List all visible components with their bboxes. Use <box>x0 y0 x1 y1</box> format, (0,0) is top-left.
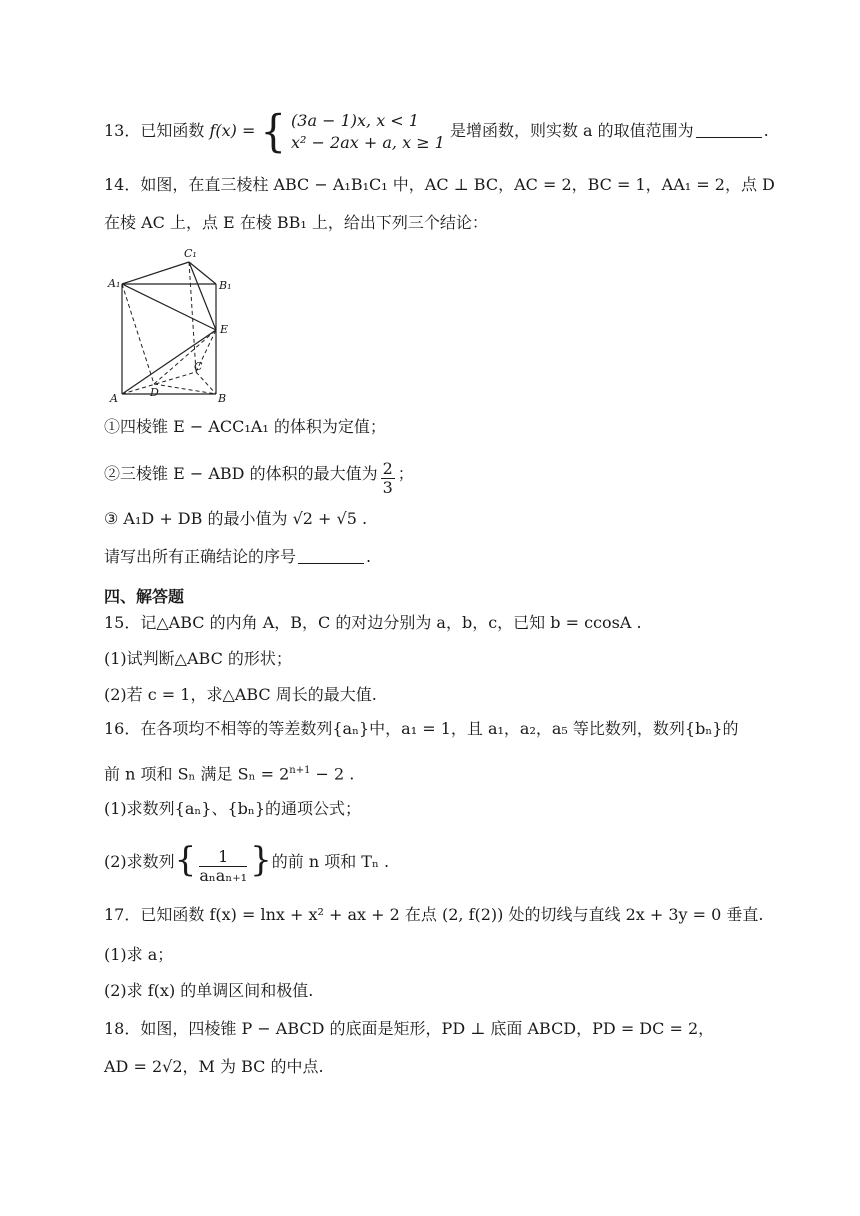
q16-part-2 <box>104 836 389 884</box>
edge-cb <box>196 372 216 394</box>
q15-part-2: (2)若 c = 1，求△ABC 周长的最大值. <box>104 685 377 704</box>
q14-s2-numerator: 2 <box>382 459 393 478</box>
q16-line-2-end: − 2 . <box>310 764 355 784</box>
prism-figure <box>104 244 244 404</box>
q14-s2-text: ②三棱锥 E − ABD 的体积的最大值为 <box>104 464 378 483</box>
q13-prefix: 13．已知函数 <box>104 121 205 140</box>
q14-statement-2 <box>104 452 414 496</box>
q16-numerator: 1 <box>199 848 247 867</box>
question-13 <box>104 106 769 156</box>
label-b1: B₁ <box>219 279 232 292</box>
q18-line-1: 18．如图，四棱锥 P − ABCD 的底面是矩形，PD ⊥ 底面 ABCD，PD = DC = 2， <box>104 1019 715 1038</box>
q14-s2-fraction <box>381 460 395 497</box>
label-a: A <box>110 392 118 404</box>
q14-ask: 请写出所有正确结论的序号 <box>104 547 297 566</box>
label-b: B <box>218 392 227 404</box>
q13-end: . <box>763 121 769 140</box>
q13-cases <box>291 110 445 154</box>
q16-denominator: aₙaₙ₊₁ <box>199 866 248 885</box>
edge-ac <box>122 372 196 394</box>
edge-db <box>154 384 216 394</box>
q14-line-1: 14．如图，在直三棱柱 ABC − A₁B₁C₁ 中，AC ⊥ BC，AC = 2，BC = 1，AA₁ = 2，点 D <box>104 175 775 194</box>
q13-case-1: (3a − 1)x, x < 1 <box>291 110 419 130</box>
q16-p2-text: (2)求数列 <box>104 852 175 871</box>
q14-ask-end: . <box>366 547 372 566</box>
q14-line-2: 在棱 AC 上，点 E 在棱 BB₁ 上，给出下列三个结论： <box>104 213 488 232</box>
q17-part-2: (2)求 f(x) 的单调区间和极值. <box>104 981 314 1000</box>
q14-statement-3: ③ A₁D + DB 的最小值为 √2 + √5 . <box>104 509 368 528</box>
q16-part-1: (1)求数列{aₙ}、{bₙ}的通项公式； <box>104 799 362 818</box>
q14-s2-denominator: 3 <box>382 478 393 497</box>
edge-de <box>154 330 216 384</box>
q16-line-1: 16．在各项均不相等的等差数列{aₙ}中，a₁ = 1，且 a₁，a₂，a₅ 等比数列，数列{bₙ}的 <box>104 719 739 738</box>
q14-answer-blank <box>298 547 364 564</box>
q14-question <box>104 546 371 568</box>
q17-line-1: 17．已知函数 f(x) = lnx + x² + ax + 2 在点 (2, f(2)) 处的切线与直线 2x + 3y = 0 垂直. <box>104 905 764 924</box>
q15-line-1: 15．记△ABC 的内角 A，B，C 的对边分别为 a，b，c，已知 b = ccosA . <box>104 613 642 632</box>
q16-fraction <box>199 848 247 885</box>
q13-brace: { <box>260 106 286 157</box>
label-c1: C₁ <box>184 247 197 260</box>
q13-function-name: f(x) = <box>209 121 256 140</box>
q14-s2-end: ； <box>397 464 414 483</box>
q16-line-2 <box>104 760 354 785</box>
q13-suffix: 是增函数，则实数 a 的取值范围为 <box>449 121 694 140</box>
q13-answer-blank <box>696 121 762 138</box>
section-4-heading: 四、解答题 <box>104 587 185 606</box>
q16-exponent: n+1 <box>289 765 311 776</box>
q16-line-2-text: 前 n 项和 Sₙ 满足 Sₙ = 2 <box>104 764 290 784</box>
label-e: E <box>220 323 229 336</box>
edge-a1d <box>122 284 154 384</box>
label-c: C <box>194 360 203 373</box>
q18-line-2: AD = 2√2，M 为 BC 的中点. <box>104 1057 324 1076</box>
edge-a1e <box>122 284 216 330</box>
q15-part-1: (1)试判断△ABC 的形状； <box>104 649 292 668</box>
label-d: D <box>150 386 159 399</box>
q14-statement-1: ①四棱锥 E − ACC₁A₁ 的体积为定值； <box>104 417 386 436</box>
q16-brace-right: } <box>250 840 272 880</box>
q16-p2-end: 的前 n 项和 Tₙ . <box>271 852 390 871</box>
edge-a1c1 <box>122 262 189 284</box>
label-a1: A₁ <box>108 277 121 290</box>
q17-part-1: (1)求 a； <box>104 945 174 964</box>
q16-brace-left: { <box>174 840 197 880</box>
q13-case-2: x² − 2ax + a, x ≥ 1 <box>291 132 445 152</box>
